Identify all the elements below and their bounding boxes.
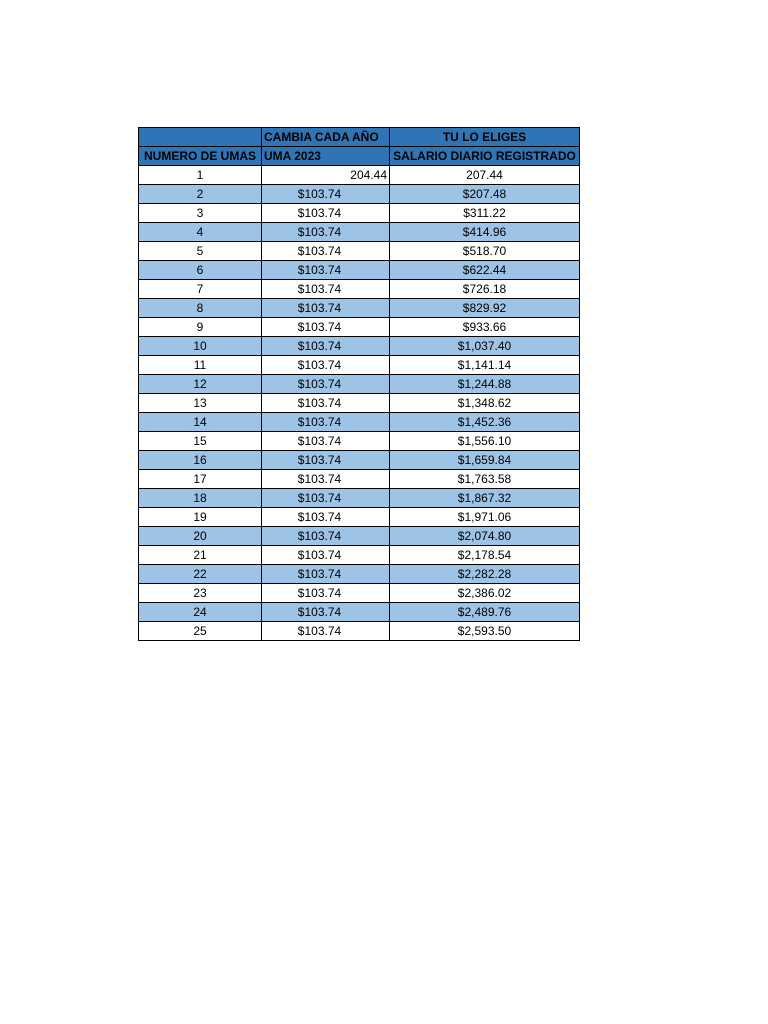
cell-uma-value: $103.74: [297, 225, 342, 239]
cell-numero-umas: 14: [139, 413, 262, 432]
cell-uma: [262, 622, 390, 641]
cell-salario: $1,763.58: [390, 470, 580, 489]
header-row-2: [139, 147, 580, 166]
table-row: [139, 565, 580, 584]
table-row: [139, 242, 580, 261]
cell-uma-value: $103.74: [297, 358, 342, 372]
cell-salario: $933.66: [390, 318, 580, 337]
header-numero-de-umas: NUMERO DE UMAS: [139, 147, 262, 166]
cell-uma-value: $103.74: [297, 187, 342, 201]
cell-numero-umas: 10: [139, 337, 262, 356]
cell-salario: $1,556.10: [390, 432, 580, 451]
cell-numero-umas: 19: [139, 508, 262, 527]
cell-uma-value: $103.74: [297, 282, 342, 296]
cell-salario: $726.18: [390, 280, 580, 299]
cell-numero-umas: 6: [139, 261, 262, 280]
cell-salario: $829.92: [390, 299, 580, 318]
cell-uma: [262, 261, 390, 280]
cell-salario: $414.96: [390, 223, 580, 242]
cell-salario: $1,659.84: [390, 451, 580, 470]
cell-salario: $207.48: [390, 185, 580, 204]
cell-numero-umas: 12: [139, 375, 262, 394]
cell-uma-value: $103.74: [297, 396, 342, 410]
cell-uma: [262, 603, 390, 622]
table-row: [139, 603, 580, 622]
cell-salario: $2,178.54: [390, 546, 580, 565]
cell-numero-umas: 13: [139, 394, 262, 413]
cell-uma: [262, 508, 390, 527]
cell-numero-umas: 15: [139, 432, 262, 451]
cell-uma-value: $103.74: [297, 453, 342, 467]
cell-uma-value: $103.74: [297, 244, 342, 258]
cell-numero-umas: 18: [139, 489, 262, 508]
table-row: [139, 261, 580, 280]
cell-numero-umas: 22: [139, 565, 262, 584]
table-row: [139, 356, 580, 375]
cell-salario: $1,244.88: [390, 375, 580, 394]
table-row: [139, 318, 580, 337]
cell-uma: [262, 204, 390, 223]
table-row: [139, 280, 580, 299]
cell-uma-value: $103.74: [297, 510, 342, 524]
cell-uma-value: $103.74: [297, 301, 342, 315]
header-cambia-cada-ano: CAMBIA CADA AÑO: [262, 128, 390, 147]
cell-salario: $1,452.36: [390, 413, 580, 432]
cell-numero-umas: 9: [139, 318, 262, 337]
cell-uma-value: $103.74: [297, 263, 342, 277]
cell-uma-value: $103.74: [297, 206, 342, 220]
cell-salario: $2,593.50: [390, 622, 580, 641]
table-row: [139, 489, 580, 508]
cell-numero-umas: 3: [139, 204, 262, 223]
cell-uma-value: $103.74: [297, 605, 342, 619]
cell-salario: $311.22: [390, 204, 580, 223]
cell-uma: [262, 337, 390, 356]
cell-uma: [262, 527, 390, 546]
cell-numero-umas: 21: [139, 546, 262, 565]
cell-salario: $1,348.62: [390, 394, 580, 413]
table-row: [139, 622, 580, 641]
cell-numero-umas: 5: [139, 242, 262, 261]
cell-salario: $518.70: [390, 242, 580, 261]
table-row: [139, 299, 580, 318]
cell-uma: [262, 242, 390, 261]
cell-uma-value: $103.74: [297, 586, 342, 600]
table-row: [139, 432, 580, 451]
header-row-1: [139, 128, 580, 147]
table-row: [139, 223, 580, 242]
cell-uma: [262, 280, 390, 299]
cell-salario: $1,141.14: [390, 356, 580, 375]
cell-numero-umas: 23: [139, 584, 262, 603]
cell-uma: [262, 185, 390, 204]
cell-numero-umas: 17: [139, 470, 262, 489]
table-row: [139, 470, 580, 489]
cell-salario: $2,386.02: [390, 584, 580, 603]
cell-numero-umas: 8: [139, 299, 262, 318]
table-row: [139, 527, 580, 546]
table-row: [139, 584, 580, 603]
cell-uma: [262, 470, 390, 489]
cell-uma: [262, 432, 390, 451]
cell-salario: $2,282.28: [390, 565, 580, 584]
cell-uma-value: $103.74: [297, 548, 342, 562]
cell-uma: [262, 375, 390, 394]
table-row: [139, 546, 580, 565]
cell-salario: $2,074.80: [390, 527, 580, 546]
cell-salario: $2,489.76: [390, 603, 580, 622]
table-row: [139, 337, 580, 356]
cell-uma-value: $103.74: [297, 320, 342, 334]
table-row: [139, 451, 580, 470]
cell-uma: [262, 413, 390, 432]
cell-uma-value: $103.74: [297, 434, 342, 448]
cell-salario: $622.44: [390, 261, 580, 280]
cell-uma-value: $103.74: [297, 624, 342, 638]
cell-uma: [262, 223, 390, 242]
table-row: [139, 185, 580, 204]
header-cell: [139, 128, 262, 147]
table-row: [139, 166, 580, 185]
cell-uma-value: $103.74: [297, 491, 342, 505]
cell-numero-umas: 7: [139, 280, 262, 299]
cell-uma: [262, 394, 390, 413]
cell-numero-umas: 24: [139, 603, 262, 622]
cell-numero-umas: 25: [139, 622, 262, 641]
cell-uma: [262, 565, 390, 584]
cell-salario: $1,971.06: [390, 508, 580, 527]
cell-uma: [262, 451, 390, 470]
cell-uma-value: $103.74: [297, 529, 342, 543]
cell-numero-umas: 11: [139, 356, 262, 375]
cell-salario: 207.44: [390, 166, 580, 185]
cell-numero-umas: 16: [139, 451, 262, 470]
cell-uma: 204.44: [262, 166, 390, 185]
table-row: [139, 413, 580, 432]
cell-uma-value: $103.74: [297, 377, 342, 391]
cell-salario: $1,867.32: [390, 489, 580, 508]
header-uma-2023: UMA 2023: [262, 147, 390, 166]
table-row: [139, 204, 580, 223]
uma-salary-table: [138, 127, 580, 641]
cell-salario: $1,037.40: [390, 337, 580, 356]
cell-numero-umas: 20: [139, 527, 262, 546]
table-row: [139, 375, 580, 394]
cell-uma-value: $103.74: [297, 339, 342, 353]
header-tu-lo-eliges: TU LO ELIGES: [390, 128, 580, 147]
cell-uma-value: $103.74: [297, 567, 342, 581]
header-salario-diario: SALARIO DIARIO REGISTRADO: [390, 147, 580, 166]
cell-uma-value: $103.74: [297, 415, 342, 429]
cell-uma: [262, 584, 390, 603]
cell-numero-umas: 4: [139, 223, 262, 242]
cell-uma: [262, 489, 390, 508]
cell-numero-umas: 1: [139, 166, 262, 185]
cell-uma: [262, 546, 390, 565]
table-row: [139, 508, 580, 527]
cell-numero-umas: 2: [139, 185, 262, 204]
cell-uma-value: $103.74: [297, 472, 342, 486]
table-row: [139, 394, 580, 413]
cell-uma: [262, 356, 390, 375]
cell-uma: [262, 318, 390, 337]
cell-uma: [262, 299, 390, 318]
